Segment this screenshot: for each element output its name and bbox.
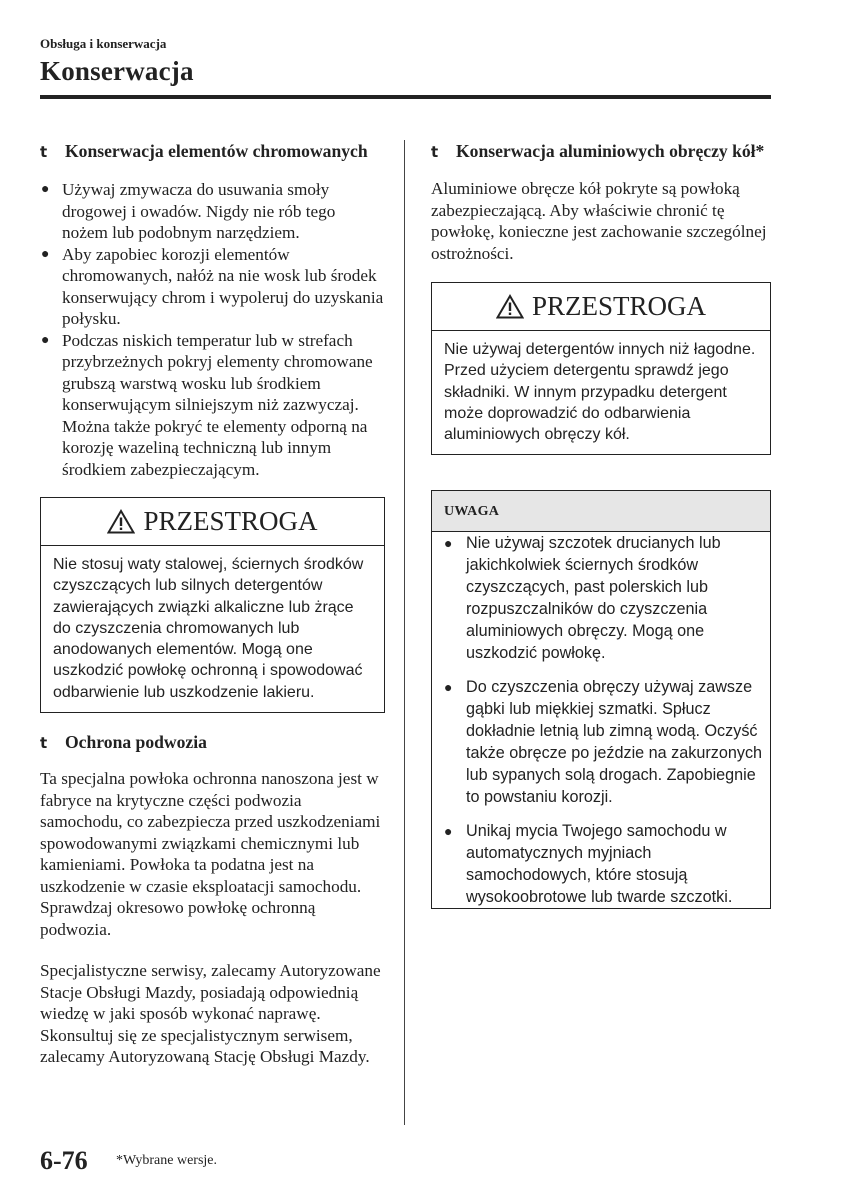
chrome-bullet-list (40, 179, 385, 480)
bullet-icon: ● (41, 246, 50, 262)
heading-marker-icon: t (40, 143, 48, 161)
wheels-heading-text: Konserwacja aluminiowych obręczy kół* (456, 141, 765, 161)
left-column (40, 140, 385, 1068)
caution-text: Nie używaj detergentów innych niż łagodne. Przed użyciem detergentu sprawdź jego składniki. W innym przypadku detergent może doprowadzić do odbarwienia aluminiowych obręczy kół. (444, 341, 756, 444)
caution-header (41, 498, 384, 546)
warning-triangle-icon (107, 509, 135, 534)
list-item (40, 179, 385, 244)
section-label: Obsługa i konserwacja (40, 36, 167, 51)
caution-box (431, 282, 771, 455)
list-item-text: Do czyszczenia obręczy używaj zawsze gąbki lub miękkiej szmatki. Spłucz dokładnie letnią lub zimną wodą. Oczyść także obręcze po jeździe na zakurzonych lub sypanych solą drogach. Zapobiegnie to powstaniu korozji. (466, 677, 763, 806)
heading-marker-icon: t (431, 143, 439, 161)
bullet-icon: ● (41, 182, 50, 197)
underbody-heading (40, 731, 385, 755)
bullet-icon: ● (41, 332, 50, 348)
bullet-icon: ● (444, 534, 453, 551)
footnote: *Wybrane wersje. (116, 1153, 218, 1168)
title-rule (40, 95, 771, 99)
page-number: 6-76 (40, 1146, 88, 1175)
list-item-text: Unikaj mycia Twojego samochodu w automatycznych myjniach samochodowych, które stosują wysokoobrotowe lub twarde szczotki. (466, 821, 733, 906)
wheels-paragraph: Aluminiowe obręcze kół pokryte są powłoką zabezpieczającą. Aby właściwie chronić tę powłokę, konieczne jest zachowanie szczególnej ostrożności. (431, 179, 767, 263)
wheels-heading (431, 140, 771, 164)
note-box (431, 490, 771, 909)
caution-title: PRZESTROGA (143, 506, 318, 536)
note-bullet-list (432, 532, 770, 908)
chrome-heading (40, 140, 385, 164)
bullet-icon: ● (444, 822, 453, 839)
caution-title: PRZESTROGA (531, 291, 707, 321)
list-item-text: Aby zapobiec korozji elementów chromowanych, nałóż na nie wosk lub środek konserwujący chrom i wypoleruj do uzyskania połysku. (62, 244, 384, 328)
bullet-icon: ● (444, 678, 453, 695)
caution-box (40, 497, 385, 713)
underbody-heading-text: Ochrona podwozia (65, 732, 207, 753)
warning-triangle-icon (496, 294, 524, 319)
underbody-paragraph-1: Ta specjalna powłoka ochronna nanoszona jest w fabryce na krytyczne części podwozia samochodu, co zabezpiecza przed uszkodzeniami spowodowanymi związkami chemicznymi lub kamieniami. Powłoka ta podatna jest na uszkodzenie w czasie eksploatacji samochodu. Sprawdzaj okresowo powłokę ochronną podwozia. (40, 769, 381, 939)
list-item-text: Podczas niskich temperatur lub w strefach przybrzeżnych pokryj elementy chromowane grubszą warstwą wosku lub środkiem konserwującym silniejszym niż zazwyczaj. Można także pokryć te elementy odporną na korozję wazeliną techniczną lub innym środkiem zabezpieczającym. (62, 330, 373, 479)
list-item (40, 244, 385, 330)
underbody-paragraph-2: Specjalistyczne serwisy, zalecamy Autoryzowane Stacje Obsługi Mazdy, posiadają odpowiednią wiedzę w jaki sposób wykonać naprawę. Skonsultuj się ze specjalistycznym serwisem, zalecamy Autoryzowaną Stację Obsługi Mazdy. (40, 961, 381, 1067)
right-column (431, 140, 771, 909)
page-title: Konserwacja (40, 56, 194, 86)
list-item (40, 330, 385, 481)
list-item (432, 676, 770, 808)
list-item (432, 532, 770, 664)
caution-header (432, 283, 770, 331)
column-divider (404, 140, 405, 1125)
chrome-heading-text: Konserwacja elementów chromowanych (65, 141, 368, 161)
list-item-text: Nie używaj szczotek drucianych lub jakichkolwiek ściernych środków czyszczących, past polerskich lub rozpuszczalników do czyszczenia aluminiowych obręczy. Mogą one uszkodzić powłokę. (466, 533, 721, 662)
caution-text: Nie stosuj waty stalowej, ściernych środków czyszczących lub silnych detergentów zawierających związki alkaliczne lub żrące do czyszczenia chromowanych lub anodowanych elementów. Mogą one uszkodzić powłokę ochronną i spowodować odbarwienie lub uszkodzenie lakieru. (53, 556, 364, 701)
list-item-text: Używaj zmywacza do usuwania smoły drogowej i owadów. Nigdy nie rób tego nożem lub podobnym narzędziem. (62, 180, 336, 242)
note-header: UWAGA (432, 491, 770, 532)
heading-marker-icon: t (40, 734, 48, 753)
list-item (432, 820, 770, 908)
